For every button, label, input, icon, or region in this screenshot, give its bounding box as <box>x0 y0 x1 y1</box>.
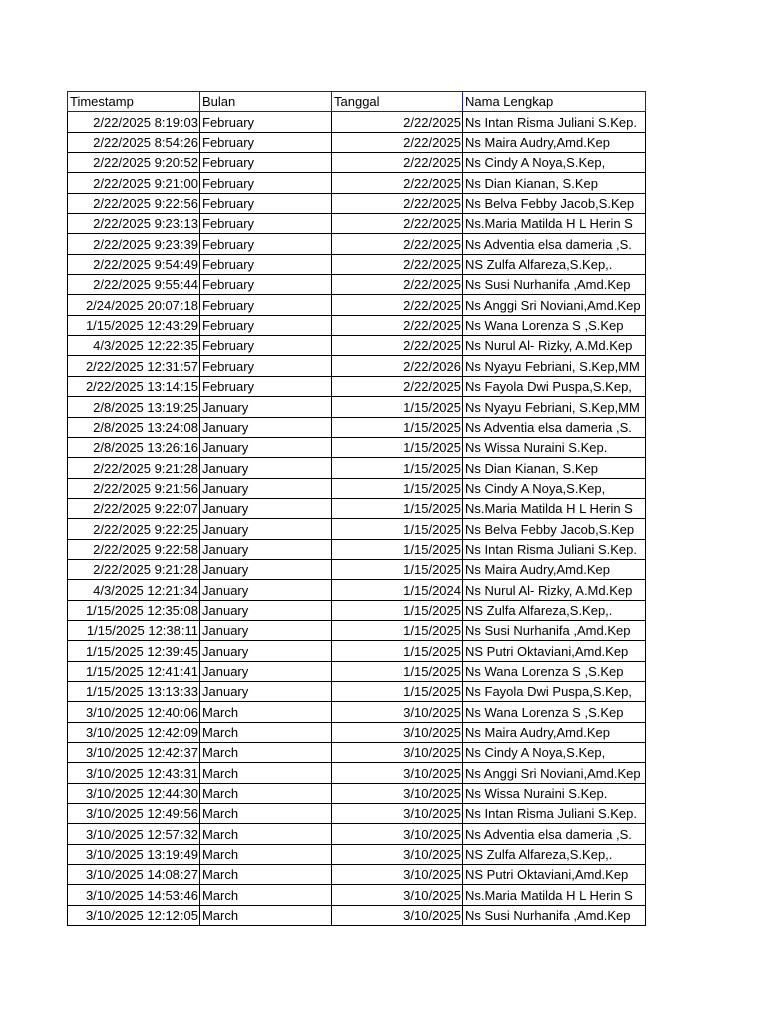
nama-lengkap-cell[interactable]: Ns Wissa Nuraini S.Kep. <box>463 437 646 457</box>
timestamp-cell[interactable]: 3/10/2025 12:42:37 <box>68 743 200 763</box>
timestamp-cell[interactable]: 2/24/2025 20:07:18 <box>68 295 200 315</box>
timestamp-cell[interactable]: 2/8/2025 13:24:08 <box>68 417 200 437</box>
bulan-cell[interactable]: March <box>200 722 332 742</box>
nama-lengkap-cell[interactable]: Ns Adventia elsa dameria ,S. <box>463 234 646 254</box>
column-header-tanggal[interactable]: Tanggal <box>332 92 463 112</box>
bulan-cell[interactable]: February <box>200 356 332 376</box>
table-row <box>68 234 646 254</box>
tanggal-cell[interactable]: 3/10/2025 <box>332 783 463 803</box>
table-row <box>68 112 646 132</box>
timestamp-cell[interactable]: 2/22/2025 9:20:52 <box>68 153 200 173</box>
timestamp-cell[interactable]: 2/22/2025 9:23:39 <box>68 234 200 254</box>
nama-lengkap-cell[interactable]: Ns Wana Lorenza S ,S.Kep <box>463 661 646 681</box>
timestamp-cell[interactable]: 4/3/2025 12:21:34 <box>68 580 200 600</box>
nama-lengkap-cell[interactable]: NS Zulfa Alfareza,S.Kep,. <box>463 844 646 864</box>
nama-lengkap-cell[interactable]: Ns Dian Kianan, S.Kep <box>463 458 646 478</box>
timestamp-cell[interactable]: 2/8/2025 13:26:16 <box>68 437 200 457</box>
tanggal-cell[interactable]: 3/10/2025 <box>332 865 463 885</box>
table-row <box>68 417 646 437</box>
timestamp-cell[interactable]: 1/15/2025 12:41:41 <box>68 661 200 681</box>
timestamp-cell[interactable]: 2/22/2025 9:22:07 <box>68 498 200 518</box>
bulan-cell[interactable]: January <box>200 641 332 661</box>
table-row <box>68 824 646 844</box>
tanggal-cell[interactable]: 1/15/2025 <box>332 661 463 681</box>
nama-lengkap-cell[interactable]: Ns Nurul Al- Rizky, A.Md.Kep <box>463 580 646 600</box>
nama-lengkap-cell[interactable]: NS Putri Oktaviani,Amd.Kep <box>463 865 646 885</box>
nama-lengkap-cell[interactable]: Ns Adventia elsa dameria ,S. <box>463 417 646 437</box>
table-row <box>68 661 646 681</box>
nama-lengkap-cell[interactable]: NS Zulfa Alfareza,S.Kep,. <box>463 254 646 274</box>
table-row <box>68 254 646 274</box>
table-row <box>68 580 646 600</box>
bulan-cell[interactable]: February <box>200 275 332 295</box>
bulan-cell[interactable]: February <box>200 315 332 335</box>
bulan-cell[interactable]: January <box>200 478 332 498</box>
table-row <box>68 641 646 661</box>
bulan-cell[interactable]: January <box>200 458 332 478</box>
nama-lengkap-cell[interactable]: Ns Adventia elsa dameria ,S. <box>463 824 646 844</box>
bulan-cell[interactable]: January <box>200 620 332 640</box>
tanggal-cell[interactable]: 3/10/2025 <box>332 702 463 722</box>
nama-lengkap-cell[interactable]: Ns Intan Risma Juliani S.Kep. <box>463 539 646 559</box>
timestamp-cell[interactable]: 2/22/2025 9:54:49 <box>68 254 200 274</box>
timestamp-cell[interactable]: 2/22/2025 9:21:28 <box>68 559 200 579</box>
table-row <box>68 478 646 498</box>
nama-lengkap-cell[interactable]: Ns Nyayu Febriani, S.Kep,MM <box>463 397 646 417</box>
timestamp-cell[interactable]: 2/22/2025 9:21:56 <box>68 478 200 498</box>
nama-lengkap-cell[interactable]: Ns Wana Lorenza S ,S.Kep <box>463 702 646 722</box>
bulan-cell[interactable]: January <box>200 580 332 600</box>
nama-lengkap-cell[interactable]: Ns.Maria Matilda H L Herin S <box>463 214 646 234</box>
nama-lengkap-cell[interactable]: Ns Maira Audry,Amd.Kep <box>463 559 646 579</box>
nama-lengkap-cell[interactable]: Ns Anggi Sri Noviani,Amd.Kep <box>463 295 646 315</box>
bulan-cell[interactable]: February <box>200 254 332 274</box>
tanggal-cell[interactable]: 2/22/2025 <box>332 214 463 234</box>
column-header-timestamp[interactable]: Timestamp <box>68 92 200 112</box>
table-row <box>68 356 646 376</box>
bulan-cell[interactable]: February <box>200 153 332 173</box>
nama-lengkap-cell[interactable]: Ns Maira Audry,Amd.Kep <box>463 722 646 742</box>
bulan-cell[interactable]: January <box>200 559 332 579</box>
timestamp-cell[interactable]: 2/22/2025 8:19:03 <box>68 112 200 132</box>
nama-lengkap-cell[interactable]: Ns Cindy A Noya,S.Kep, <box>463 478 646 498</box>
nama-lengkap-cell[interactable]: Ns Belva Febby Jacob,S.Kep <box>463 519 646 539</box>
table-row <box>68 743 646 763</box>
spreadsheet-table-container <box>67 91 645 926</box>
table-row <box>68 783 646 803</box>
tanggal-cell[interactable]: 1/15/2025 <box>332 539 463 559</box>
tanggal-cell[interactable]: 1/15/2025 <box>332 620 463 640</box>
table-row <box>68 559 646 579</box>
nama-lengkap-cell[interactable]: Ns Susi Nurhanifa ,Amd.Kep <box>463 905 646 925</box>
bulan-cell[interactable]: January <box>200 600 332 620</box>
timestamp-cell[interactable]: 3/10/2025 12:40:06 <box>68 702 200 722</box>
timestamp-cell[interactable]: 2/22/2025 9:22:56 <box>68 193 200 213</box>
bulan-cell[interactable]: March <box>200 783 332 803</box>
table-row <box>68 315 646 335</box>
nama-lengkap-cell[interactable]: Ns Nyayu Febriani, S.Kep,MM <box>463 356 646 376</box>
table-row <box>68 722 646 742</box>
timestamp-cell[interactable]: 2/22/2025 9:21:28 <box>68 458 200 478</box>
table-row <box>68 804 646 824</box>
bulan-cell[interactable]: March <box>200 763 332 783</box>
nama-lengkap-cell[interactable]: Ns Wana Lorenza S ,S.Kep <box>463 315 646 335</box>
timestamp-cell[interactable]: 2/22/2025 8:54:26 <box>68 132 200 152</box>
table-row <box>68 214 646 234</box>
table-row <box>68 702 646 722</box>
table-row <box>68 844 646 864</box>
tanggal-cell[interactable]: 3/10/2025 <box>332 905 463 925</box>
tanggal-cell[interactable]: 1/15/2024 <box>332 580 463 600</box>
nama-lengkap-cell[interactable]: Ns Maira Audry,Amd.Kep <box>463 132 646 152</box>
nama-lengkap-cell[interactable]: Ns Susi Nurhanifa ,Amd.Kep <box>463 620 646 640</box>
nama-lengkap-cell[interactable]: Ns.Maria Matilda H L Herin S <box>463 885 646 905</box>
table-row <box>68 132 646 152</box>
tanggal-cell[interactable]: 3/10/2025 <box>332 763 463 783</box>
table-row <box>68 763 646 783</box>
table-row <box>68 600 646 620</box>
table-row <box>68 458 646 478</box>
timestamp-cell[interactable]: 2/22/2025 9:21:00 <box>68 173 200 193</box>
bulan-cell[interactable]: March <box>200 743 332 763</box>
timestamp-cell[interactable]: 2/22/2025 12:31:57 <box>68 356 200 376</box>
bulan-cell[interactable]: March <box>200 804 332 824</box>
bulan-cell[interactable]: February <box>200 336 332 356</box>
table-row <box>68 437 646 457</box>
spreadsheet-table <box>67 91 646 926</box>
timestamp-cell[interactable]: 3/10/2025 12:43:31 <box>68 763 200 783</box>
tanggal-cell[interactable]: 3/10/2025 <box>332 824 463 844</box>
nama-lengkap-cell[interactable]: Ns Susi Nurhanifa ,Amd.Kep <box>463 275 646 295</box>
bulan-cell[interactable]: January <box>200 519 332 539</box>
tanggal-cell[interactable]: 1/15/2025 <box>332 600 463 620</box>
table-row <box>68 539 646 559</box>
table-row <box>68 397 646 417</box>
tanggal-cell[interactable]: 2/22/2025 <box>332 336 463 356</box>
timestamp-cell[interactable]: 2/22/2025 13:14:15 <box>68 376 200 396</box>
bulan-cell[interactable]: January <box>200 539 332 559</box>
timestamp-cell[interactable]: 1/15/2025 13:13:33 <box>68 681 200 701</box>
tanggal-cell[interactable]: 3/10/2025 <box>332 722 463 742</box>
timestamp-cell[interactable]: 3/10/2025 12:42:09 <box>68 722 200 742</box>
table-row <box>68 498 646 518</box>
bulan-cell[interactable]: March <box>200 865 332 885</box>
tanggal-cell[interactable]: 1/15/2025 <box>332 519 463 539</box>
header-row <box>68 92 646 112</box>
timestamp-cell[interactable]: 2/22/2025 9:22:58 <box>68 539 200 559</box>
table-row <box>68 336 646 356</box>
bulan-cell[interactable]: March <box>200 905 332 925</box>
table-row <box>68 620 646 640</box>
tanggal-cell[interactable]: 2/22/2025 <box>332 254 463 274</box>
nama-lengkap-cell[interactable]: Ns Fayola Dwi Puspa,S.Kep, <box>463 681 646 701</box>
tanggal-cell[interactable]: 1/15/2025 <box>332 641 463 661</box>
tanggal-cell[interactable]: 2/22/2025 <box>332 315 463 335</box>
nama-lengkap-cell[interactable]: NS Zulfa Alfareza,S.Kep,. <box>463 600 646 620</box>
timestamp-cell[interactable]: 1/15/2025 12:35:08 <box>68 600 200 620</box>
timestamp-cell[interactable]: 3/10/2025 14:08:27 <box>68 865 200 885</box>
tanggal-cell[interactable]: 2/22/2025 <box>332 112 463 132</box>
timestamp-cell[interactable]: 1/15/2025 12:43:29 <box>68 315 200 335</box>
column-header-bulan[interactable]: Bulan <box>200 92 332 112</box>
tanggal-cell[interactable]: 2/22/2025 <box>332 132 463 152</box>
timestamp-cell[interactable]: 3/10/2025 13:19:49 <box>68 844 200 864</box>
tanggal-cell[interactable]: 2/22/2025 <box>332 173 463 193</box>
tanggal-cell[interactable]: 1/15/2025 <box>332 559 463 579</box>
tanggal-cell[interactable]: 1/15/2025 <box>332 458 463 478</box>
timestamp-cell[interactable]: 3/10/2025 12:49:56 <box>68 804 200 824</box>
bulan-cell[interactable]: March <box>200 824 332 844</box>
bulan-cell[interactable]: March <box>200 844 332 864</box>
tanggal-cell[interactable]: 2/22/2025 <box>332 153 463 173</box>
bulan-cell[interactable]: February <box>200 376 332 396</box>
timestamp-cell[interactable]: 3/10/2025 12:12:05 <box>68 905 200 925</box>
timestamp-cell[interactable]: 3/10/2025 12:57:32 <box>68 824 200 844</box>
table-row <box>68 376 646 396</box>
timestamp-cell[interactable]: 2/22/2025 9:23:13 <box>68 214 200 234</box>
bulan-cell[interactable]: January <box>200 681 332 701</box>
bulan-cell[interactable]: March <box>200 702 332 722</box>
bulan-cell[interactable]: February <box>200 214 332 234</box>
bulan-cell[interactable]: February <box>200 193 332 213</box>
timestamp-cell[interactable]: 2/22/2025 9:22:25 <box>68 519 200 539</box>
table-row <box>68 905 646 925</box>
bulan-cell[interactable]: January <box>200 498 332 518</box>
timestamp-cell[interactable]: 3/10/2025 12:44:30 <box>68 783 200 803</box>
bulan-cell[interactable]: March <box>200 885 332 905</box>
table-row <box>68 193 646 213</box>
tanggal-cell[interactable]: 1/15/2025 <box>332 478 463 498</box>
nama-lengkap-cell[interactable]: Ns.Maria Matilda H L Herin S <box>463 498 646 518</box>
bulan-cell[interactable]: February <box>200 234 332 254</box>
nama-lengkap-cell[interactable]: Ns Belva Febby Jacob,S.Kep <box>463 193 646 213</box>
tanggal-cell[interactable]: 1/15/2025 <box>332 397 463 417</box>
timestamp-cell[interactable]: 3/10/2025 14:53:46 <box>68 885 200 905</box>
table-body <box>68 112 646 926</box>
timestamp-cell[interactable]: 1/15/2025 12:38:11 <box>68 620 200 640</box>
tanggal-cell[interactable]: 3/10/2025 <box>332 885 463 905</box>
tanggal-cell[interactable]: 2/22/2025 <box>332 193 463 213</box>
table-row <box>68 865 646 885</box>
table-row <box>68 153 646 173</box>
tanggal-cell[interactable]: 2/22/2025 <box>332 295 463 315</box>
tanggal-cell[interactable]: 2/22/2025 <box>332 234 463 254</box>
nama-lengkap-cell[interactable]: Ns Dian Kianan, S.Kep <box>463 173 646 193</box>
bulan-cell[interactable]: January <box>200 437 332 457</box>
table-row <box>68 519 646 539</box>
bulan-cell[interactable]: January <box>200 397 332 417</box>
tanggal-cell[interactable]: 3/10/2025 <box>332 804 463 824</box>
tanggal-cell[interactable]: 1/15/2025 <box>332 437 463 457</box>
nama-lengkap-cell[interactable]: Ns Fayola Dwi Puspa,S.Kep, <box>463 376 646 396</box>
bulan-cell[interactable]: January <box>200 417 332 437</box>
nama-lengkap-cell[interactable]: Ns Wissa Nuraini S.Kep. <box>463 783 646 803</box>
tanggal-cell[interactable]: 1/15/2025 <box>332 498 463 518</box>
nama-lengkap-cell[interactable]: Ns Anggi Sri Noviani,Amd.Kep <box>463 763 646 783</box>
nama-lengkap-cell[interactable]: Ns Nurul Al- Rizky, A.Md.Kep <box>463 336 646 356</box>
timestamp-cell[interactable]: 1/15/2025 12:39:45 <box>68 641 200 661</box>
table-row <box>68 275 646 295</box>
timestamp-cell[interactable]: 2/22/2025 9:55:44 <box>68 275 200 295</box>
tanggal-cell[interactable]: 2/22/2025 <box>332 376 463 396</box>
bulan-cell[interactable]: February <box>200 132 332 152</box>
nama-lengkap-cell[interactable]: Ns Cindy A Noya,S.Kep, <box>463 743 646 763</box>
tanggal-cell[interactable]: 3/10/2025 <box>332 844 463 864</box>
nama-lengkap-cell[interactable]: Ns Intan Risma Juliani S.Kep. <box>463 112 646 132</box>
timestamp-cell[interactable]: 2/8/2025 13:19:25 <box>68 397 200 417</box>
tanggal-cell[interactable]: 2/22/2025 <box>332 275 463 295</box>
nama-lengkap-cell[interactable]: NS Putri Oktaviani,Amd.Kep <box>463 641 646 661</box>
bulan-cell[interactable]: January <box>200 661 332 681</box>
bulan-cell[interactable]: February <box>200 173 332 193</box>
nama-lengkap-cell[interactable]: Ns Intan Risma Juliani S.Kep. <box>463 804 646 824</box>
tanggal-cell[interactable]: 1/15/2025 <box>332 417 463 437</box>
tanggal-cell[interactable]: 1/15/2025 <box>332 681 463 701</box>
table-row <box>68 681 646 701</box>
table-row <box>68 295 646 315</box>
table-row <box>68 885 646 905</box>
table-row <box>68 173 646 193</box>
tanggal-cell[interactable]: 2/22/2026 <box>332 356 463 376</box>
timestamp-cell[interactable]: 4/3/2025 12:22:35 <box>68 336 200 356</box>
column-header-nama-lengkap[interactable]: Nama Lengkap <box>463 92 646 112</box>
bulan-cell[interactable]: February <box>200 295 332 315</box>
tanggal-cell[interactable]: 3/10/2025 <box>332 743 463 763</box>
bulan-cell[interactable]: February <box>200 112 332 132</box>
nama-lengkap-cell[interactable]: Ns Cindy A Noya,S.Kep, <box>463 153 646 173</box>
